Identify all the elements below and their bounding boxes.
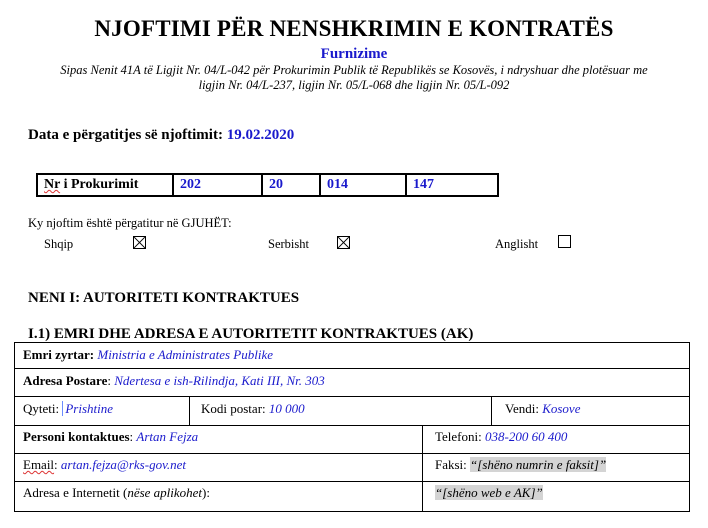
language-checkbox-serbisht[interactable] <box>337 236 350 249</box>
postal-address-label: Adresa Postare <box>23 373 108 388</box>
language-label-serbisht: Serbisht <box>268 237 309 251</box>
website-value[interactable]: “[shëno web e AK]” <box>435 485 543 500</box>
procurement-number-label-prefix: Nr <box>44 177 61 192</box>
legal-basis <box>20 63 688 93</box>
postal-address-value[interactable]: Ndertesa e ish-Rilindja, Kati III, Nr. 303 <box>114 373 325 388</box>
row-divider <box>15 368 689 369</box>
website-label-note: nëse aplikohet <box>127 485 203 500</box>
row-divider <box>15 425 689 426</box>
section-heading-neni-1: NENI I: AUTORITETI KONTRAKTUES <box>28 290 300 306</box>
row-divider <box>15 396 689 397</box>
colon: : <box>89 347 95 362</box>
city-label: Qyteti: <box>23 401 63 416</box>
languages-intro: Ky njoftim është përgatitur në GJUHËT: <box>28 216 232 230</box>
fax-value[interactable]: “[shëno numrin e faksit]” <box>470 457 607 472</box>
country-value[interactable]: Kosove <box>542 401 581 416</box>
procurement-number-label <box>37 174 173 196</box>
column-divider <box>491 397 492 425</box>
colon: : <box>54 457 61 472</box>
city-cell <box>23 401 113 417</box>
fax-cell <box>435 457 606 473</box>
procurement-number-label-rest: i Prokurimit <box>60 177 139 192</box>
country-label: Vendi: <box>505 401 543 416</box>
contact-person-label: Personi kontaktues <box>23 429 130 444</box>
postal-code-label: Kodi postar: <box>201 401 269 416</box>
legal-basis-line-2: ligjin Nr. 04/L-237, ligjin Nr. 05/L-068 dhe ligjin Nr. 05/L-092 <box>198 78 510 92</box>
row-divider <box>15 453 689 454</box>
website-cell <box>23 485 210 501</box>
notice-subtitle: Furnizime <box>320 46 388 62</box>
language-checkbox-anglisht[interactable] <box>558 235 571 248</box>
official-name-value[interactable]: Ministria e Administrates Publike <box>97 347 273 362</box>
authority-table <box>14 342 690 512</box>
colon: : <box>107 373 115 388</box>
postal-code-value[interactable]: 10 000 <box>268 401 305 416</box>
website-label-end: ): <box>202 485 210 500</box>
fax-label: Faksi: <box>435 457 471 472</box>
column-divider <box>422 426 423 512</box>
preparation-date-value[interactable]: 19.02.2020 <box>226 127 295 143</box>
postal-code-cell <box>201 401 305 417</box>
language-label-anglisht: Anglisht <box>495 237 539 251</box>
contact-person-value[interactable]: Artan Fejza <box>136 429 199 444</box>
column-divider <box>189 397 190 425</box>
email-value[interactable]: artan.fejza@rks-gov.net <box>60 457 187 472</box>
colon: : <box>129 429 137 444</box>
procurement-number-part-2[interactable]: 20 <box>262 174 320 196</box>
official-name-label: Emri zyrtar <box>23 347 90 362</box>
section-heading-i-1: I.1) EMRI DHE ADRESA E AUTORITETIT KONTRAKTUES (AK) <box>28 326 474 342</box>
city-value[interactable]: Prishtine <box>62 401 113 416</box>
language-label-shqip: Shqip <box>44 237 74 251</box>
language-checkbox-shqip[interactable] <box>133 236 146 249</box>
country-cell <box>505 401 580 417</box>
email-label: Email <box>23 457 55 472</box>
legal-basis-line-1: Sipas Nenit 41A të Ligjit Nr. 04/L-042 për Prokurimin Publik të Republikës se Kosovës, i ndryshuar dhe plotësuar me <box>60 63 648 77</box>
postal-address-row <box>23 373 325 389</box>
phone-label: Telefoni: <box>435 429 485 444</box>
email-cell <box>23 457 186 473</box>
website-value-cell <box>435 485 543 501</box>
procurement-number-part-3[interactable]: 014 <box>320 174 406 196</box>
procurement-number-table <box>36 173 499 197</box>
phone-value[interactable]: 038-200 60 400 <box>485 429 568 444</box>
row-divider <box>15 481 689 482</box>
preparation-date-label: Data e përgatitjes së njoftimit: <box>28 127 227 143</box>
phone-cell <box>435 429 567 445</box>
contact-person-cell <box>23 429 198 445</box>
procurement-number-part-4[interactable]: 147 <box>406 174 498 196</box>
website-label: Adresa e Internetit ( <box>23 485 128 500</box>
notice-title: NJOFTIMI PËR NENSHKRIMIN E KONTRATËS <box>94 16 614 41</box>
preparation-date <box>28 127 294 144</box>
procurement-number-part-1[interactable]: 202 <box>173 174 262 196</box>
official-name-row <box>23 347 273 363</box>
